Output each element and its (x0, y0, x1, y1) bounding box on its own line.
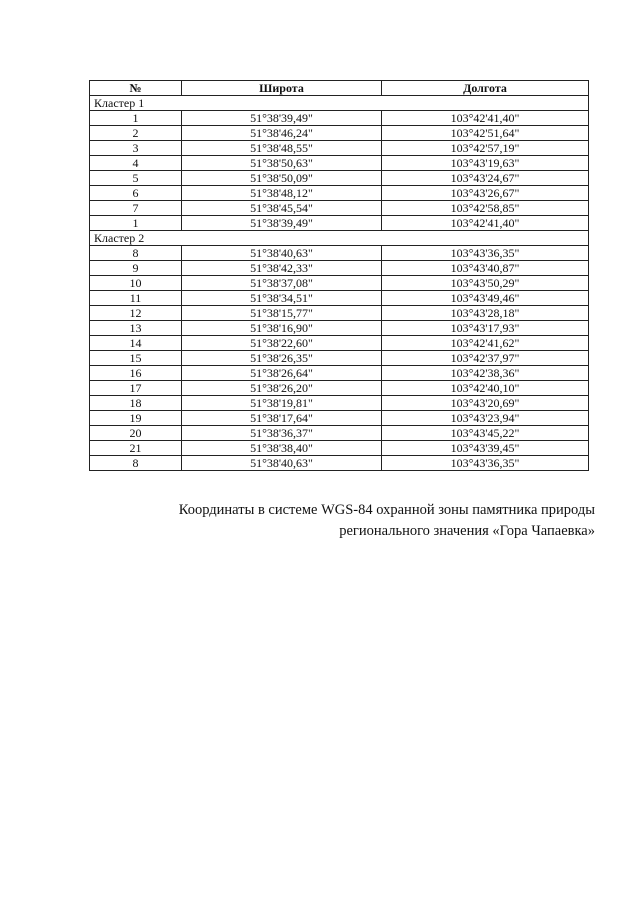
table-row (90, 411, 589, 426)
latitude-cell: 51°38'42,33" (182, 261, 382, 276)
table-row (90, 126, 589, 141)
cluster-header-row (90, 96, 589, 111)
latitude-cell: 51°38'39,49" (182, 111, 382, 126)
longitude-cell: 103°43'49,46" (382, 291, 589, 306)
point-number-cell: 8 (90, 456, 182, 471)
table-row (90, 276, 589, 291)
point-number-cell: 16 (90, 366, 182, 381)
point-number-cell: 1 (90, 216, 182, 231)
table-row (90, 336, 589, 351)
table-row (90, 321, 589, 336)
longitude-cell: 103°42'58,85" (382, 201, 589, 216)
latitude-cell: 51°38'50,63" (182, 156, 382, 171)
table-body (90, 96, 589, 471)
point-number-cell: 12 (90, 306, 182, 321)
longitude-cell: 103°43'40,87" (382, 261, 589, 276)
longitude-cell: 103°43'17,93" (382, 321, 589, 336)
table-row (90, 261, 589, 276)
table-row (90, 246, 589, 261)
document-caption (140, 500, 595, 542)
table-row (90, 216, 589, 231)
longitude-cell: 103°42'41,40" (382, 111, 589, 126)
longitude-cell: 103°43'26,67" (382, 186, 589, 201)
table-row (90, 441, 589, 456)
latitude-cell: 51°38'17,64" (182, 411, 382, 426)
table-row (90, 396, 589, 411)
caption-line-1: Координаты в системе WGS-84 охранной зоны памятника природы (178, 502, 595, 518)
latitude-cell: 51°38'48,55" (182, 141, 382, 156)
longitude-cell: 103°42'41,62" (382, 336, 589, 351)
point-number-cell: 13 (90, 321, 182, 336)
longitude-cell: 103°43'28,18" (382, 306, 589, 321)
point-number-cell: 1 (90, 111, 182, 126)
header-longitude: Долгота (382, 81, 589, 96)
table-row (90, 291, 589, 306)
header-number: № (90, 81, 182, 96)
point-number-cell: 10 (90, 276, 182, 291)
point-number-cell: 8 (90, 246, 182, 261)
longitude-cell: 103°42'51,64" (382, 126, 589, 141)
latitude-cell: 51°38'16,90" (182, 321, 382, 336)
latitude-cell: 51°38'46,24" (182, 126, 382, 141)
table-row (90, 111, 589, 126)
latitude-cell: 51°38'50,09" (182, 171, 382, 186)
latitude-cell: 51°38'22,60" (182, 336, 382, 351)
longitude-cell: 103°42'38,36" (382, 366, 589, 381)
cluster-label: Кластер 1 (90, 96, 589, 111)
table-row (90, 186, 589, 201)
cluster-header-row (90, 231, 589, 246)
point-number-cell: 6 (90, 186, 182, 201)
caption-line-2: регионального значения «Гора Чапаевка» (339, 523, 595, 539)
table-row (90, 156, 589, 171)
cluster-label: Кластер 2 (90, 231, 589, 246)
longitude-cell: 103°42'40,10" (382, 381, 589, 396)
longitude-cell: 103°43'45,22" (382, 426, 589, 441)
table-row (90, 201, 589, 216)
latitude-cell: 51°38'36,37" (182, 426, 382, 441)
longitude-cell: 103°43'19,63" (382, 156, 589, 171)
table-row (90, 456, 589, 471)
point-number-cell: 19 (90, 411, 182, 426)
point-number-cell: 7 (90, 201, 182, 216)
point-number-cell: 4 (90, 156, 182, 171)
longitude-cell: 103°43'23,94" (382, 411, 589, 426)
point-number-cell: 5 (90, 171, 182, 186)
header-latitude: Широта (182, 81, 382, 96)
coordinates-table (89, 80, 589, 471)
latitude-cell: 51°38'38,40" (182, 441, 382, 456)
point-number-cell: 18 (90, 396, 182, 411)
point-number-cell: 9 (90, 261, 182, 276)
longitude-cell: 103°42'41,40" (382, 216, 589, 231)
table-row (90, 351, 589, 366)
table-header-row (90, 81, 589, 96)
point-number-cell: 3 (90, 141, 182, 156)
latitude-cell: 51°38'48,12" (182, 186, 382, 201)
longitude-cell: 103°42'37,97" (382, 351, 589, 366)
latitude-cell: 51°38'39,49" (182, 216, 382, 231)
point-number-cell: 17 (90, 381, 182, 396)
point-number-cell: 14 (90, 336, 182, 351)
table-row (90, 171, 589, 186)
latitude-cell: 51°38'34,51" (182, 291, 382, 306)
point-number-cell: 20 (90, 426, 182, 441)
latitude-cell: 51°38'37,08" (182, 276, 382, 291)
latitude-cell: 51°38'45,54" (182, 201, 382, 216)
latitude-cell: 51°38'19,81" (182, 396, 382, 411)
latitude-cell: 51°38'26,64" (182, 366, 382, 381)
table-row (90, 141, 589, 156)
longitude-cell: 103°43'36,35" (382, 456, 589, 471)
longitude-cell: 103°43'50,29" (382, 276, 589, 291)
latitude-cell: 51°38'40,63" (182, 246, 382, 261)
longitude-cell: 103°43'20,69" (382, 396, 589, 411)
point-number-cell: 21 (90, 441, 182, 456)
latitude-cell: 51°38'40,63" (182, 456, 382, 471)
table-row (90, 426, 589, 441)
longitude-cell: 103°43'36,35" (382, 246, 589, 261)
point-number-cell: 15 (90, 351, 182, 366)
table-row (90, 366, 589, 381)
table-row (90, 381, 589, 396)
longitude-cell: 103°43'39,45" (382, 441, 589, 456)
latitude-cell: 51°38'15,77" (182, 306, 382, 321)
point-number-cell: 2 (90, 126, 182, 141)
longitude-cell: 103°42'57,19" (382, 141, 589, 156)
table-row (90, 306, 589, 321)
longitude-cell: 103°43'24,67" (382, 171, 589, 186)
latitude-cell: 51°38'26,20" (182, 381, 382, 396)
latitude-cell: 51°38'26,35" (182, 351, 382, 366)
point-number-cell: 11 (90, 291, 182, 306)
